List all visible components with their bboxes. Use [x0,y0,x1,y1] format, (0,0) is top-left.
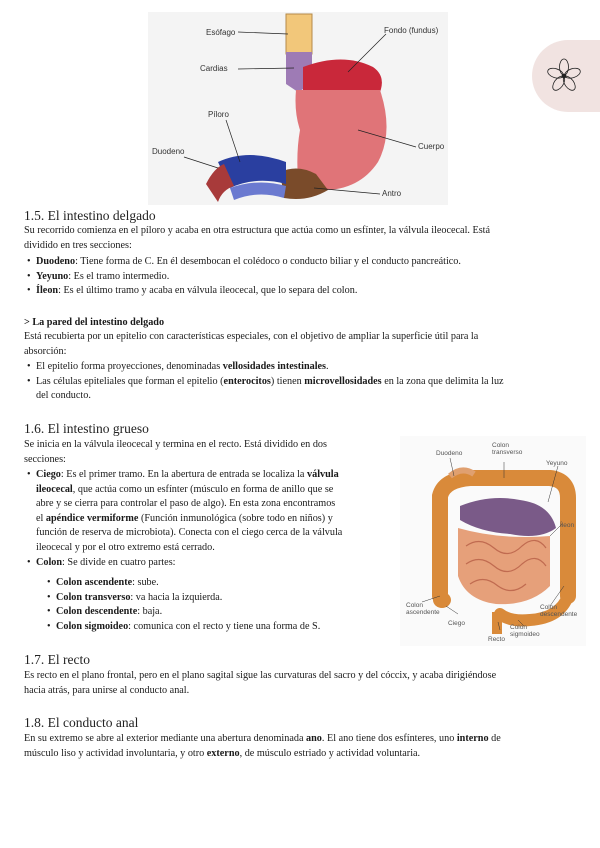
flower-icon [530,40,600,112]
paragraph-1-6-intro: Se inicia en la válvula ileocecal y termina en el recto. Está dividido en dos secciones: [24,439,327,465]
section-title-1-8: 1.8. El conducto anal [24,715,139,730]
list-intestino-grueso [24,468,396,570]
label-antro: Antro [382,189,402,198]
list-colon-partes [44,576,396,634]
section-title-1-7: 1.7. El recto [24,652,90,667]
list-item: • Colon descendente: baja. [44,605,396,620]
label-ileon: Íleon [560,522,575,529]
label-colon-ascendente: Colon ascendente [406,602,440,616]
intestine-diagram [400,436,586,646]
label-recto: Recto [488,636,505,643]
paragraph-1-7: Es recto en el plano frontal, pero en el plano sagital sigue las curvaturas del sacro y del cóccix, y acaba dirigiéndose hacia atrás, para unirse al conducto anal. [24,670,497,696]
list-pared [24,360,584,404]
label-duodeno: Duodeno [436,450,463,457]
list-item-ciego: • Ciego: Es el primer tramo. En la abertura de entrada se localiza la válvula ileocecal, que actúa como un esfínter (músculo en forma de anillo que se abre y se cierra para controlar el paso de algo). En esta zona encontramos el apéndice vermiforme (Función inmunológica (sobre todo en niños) y función de reserva de microbiota). Conecta con el ciego cerca de la válvula ileocecal y por el otro extremo está cerrado. [24,468,396,556]
label-yeyuno: Yeyuno [546,460,568,467]
label-ciego: Ciego [448,620,465,627]
paragraph-pared: Está recubierta por un epitelio con características especiales, con el objetivo de ampliar la superficie útil para la absorción: [24,331,479,357]
subheading-pared: > La pared del intestino delgado [24,317,165,328]
list-item: • Duodeno: Tiene forma de C. En él desembocan el colédoco o conducto biliar y el conducto pancreático. [24,255,584,270]
stomach-illustration [148,12,448,205]
list-item: • Yeyuno: Es el tramo intermedio. [24,270,584,285]
label-esofago: Esófago [206,28,236,37]
list-item: • Colon transverso: va hacia la izquierda. [44,591,396,606]
label-colon-descendente: Colon descendente [540,604,578,618]
label-cardias: Cardias [200,64,228,73]
label-colon-transverso: Colon transverso [492,442,523,456]
label-fondo: Fondo (fundus) [384,26,439,35]
list-item: • Las células epiteliales que forman el epitelio (enterocitos) tienen microvellosidades en la zona que delimita la luz del conducto. [24,375,584,404]
label-colon-sigmoideo: Colon sigmoideo [510,624,540,638]
list-item: • Colon ascendente: sube. [44,576,396,591]
label-cuerpo: Cuerpo [418,142,445,151]
paragraph-1-8: En su extremo se abre al exterior mediante una abertura denominada ano. El ano tiene dos esfínteres, uno interno de músculo liso y actividad involuntaria, y otro externo, de músculo estriado y actividad voluntaria. [24,733,501,759]
list-item: • El epitelio forma proyecciones, denominadas vellosidades intestinales. [24,360,584,375]
section-title-1-6: 1.6. El intestino grueso [24,421,149,436]
section-title-1-5: 1.5. El intestino delgado [24,208,156,223]
list-item: • Colon sigmoideo: comunica con el recto y tiene una forma de S. [44,620,396,635]
list-intestino-delgado [24,255,584,299]
stomach-diagram [148,12,448,205]
label-piloro: Píloro [208,110,229,119]
list-item: • Íleon: Es el último tramo y acaba en válvula ileocecal, que lo separa del colon. [24,284,584,299]
label-duodeno: Duodeno [152,147,185,156]
list-item-colon: • Colon: Se divide en cuatro partes: [24,556,396,571]
paragraph-1-5-intro: Su recorrido comienza en el píloro y acaba en otra estructura que actúa como un esfínter, la válvula ileocecal. Está dividido en tres secciones: [24,225,491,251]
